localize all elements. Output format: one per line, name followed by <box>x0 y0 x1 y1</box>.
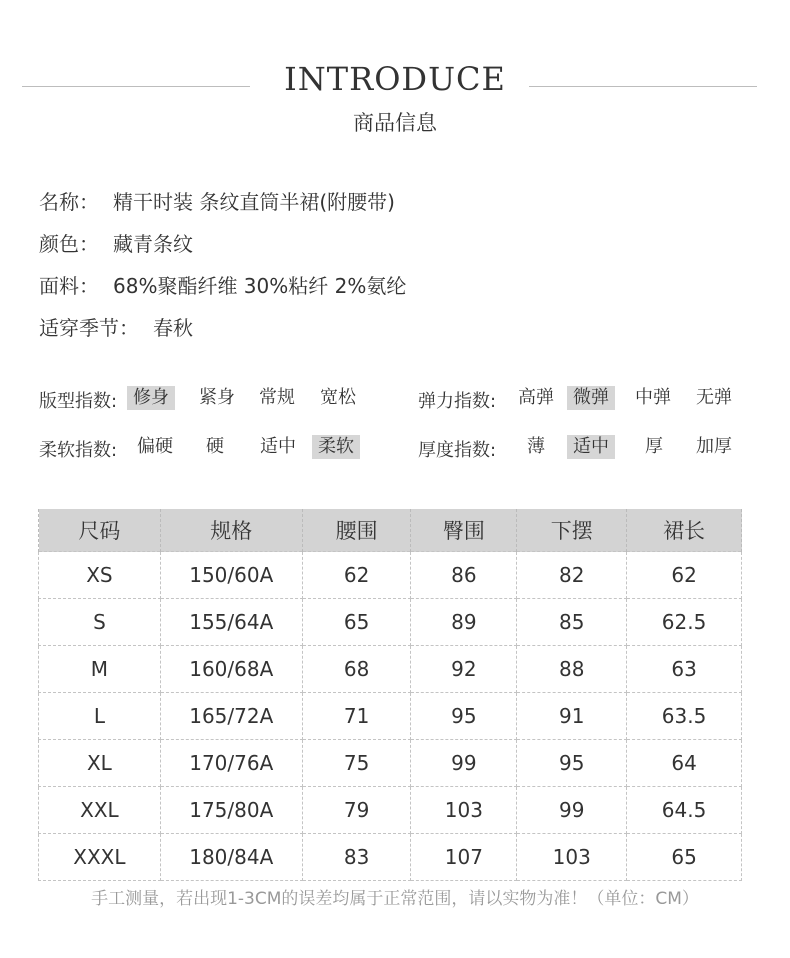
table-cell: 89 <box>411 599 517 646</box>
info-color <box>39 228 193 257</box>
elasticity-option: 中弹 <box>635 387 671 408</box>
table-cell: 82 <box>517 552 627 599</box>
table-cell: S <box>39 599 161 646</box>
fit-option-selected: 修身 <box>127 386 175 410</box>
info-value: 藏青条纹 <box>113 232 193 256</box>
table-cell: 64 <box>627 740 742 787</box>
table-row <box>39 599 742 646</box>
info-label: 颜色： <box>39 232 99 256</box>
info-value: 春秋 <box>153 316 193 340</box>
table-cell: 62 <box>302 552 411 599</box>
info-value: 68%聚酯纤维 30%粘纤 2%氨纶 <box>113 274 407 298</box>
softness-option: 硬 <box>206 436 224 457</box>
fit-index-label: 版型指数: <box>39 391 118 412</box>
table-cell: 71 <box>302 693 411 740</box>
table-row <box>39 552 742 599</box>
table-header-row <box>39 509 742 552</box>
elasticity-option-selected: 微弹 <box>567 386 615 410</box>
thickness-option: 厚 <box>645 436 663 457</box>
thickness-option: 加厚 <box>696 436 732 457</box>
thickness-index-label: 厚度指数: <box>418 440 497 461</box>
thickness-option-selected: 适中 <box>567 435 615 459</box>
table-cell: XS <box>39 552 161 599</box>
table-cell: 92 <box>411 646 517 693</box>
table-cell: 83 <box>302 834 411 881</box>
size-table <box>38 509 742 881</box>
table-cell: 99 <box>411 740 517 787</box>
fit-option: 宽松 <box>320 387 356 408</box>
table-cell: 180/84A <box>160 834 302 881</box>
table-cell: 107 <box>411 834 517 881</box>
table-cell: 88 <box>517 646 627 693</box>
info-name <box>39 186 395 215</box>
softness-option: 偏硬 <box>137 436 173 457</box>
info-value: 精干时装 条纹直筒半裙(附腰带) <box>113 190 395 214</box>
table-row <box>39 646 742 693</box>
table-cell: 75 <box>302 740 411 787</box>
column-header-size: 尺码 <box>39 509 161 552</box>
table-cell: 103 <box>517 834 627 881</box>
elasticity-option: 无弹 <box>696 387 732 408</box>
table-cell: 95 <box>411 693 517 740</box>
table-row <box>39 834 742 881</box>
info-fabric <box>39 270 406 299</box>
page-title: INTRODUCE <box>284 60 506 98</box>
info-season <box>39 312 193 341</box>
column-header-hip: 臀围 <box>411 509 517 552</box>
column-header-hem: 下摆 <box>517 509 627 552</box>
table-cell: 160/68A <box>160 646 302 693</box>
column-header-length: 裙长 <box>627 509 742 552</box>
column-header-spec: 规格 <box>160 509 302 552</box>
info-label: 适穿季节： <box>39 316 139 340</box>
table-cell: 65 <box>302 599 411 646</box>
table-cell: M <box>39 646 161 693</box>
table-cell: 103 <box>411 787 517 834</box>
table-cell: XXL <box>39 787 161 834</box>
table-cell: L <box>39 693 161 740</box>
measurement-note: 手工测量，若出现1-3CM的误差均属于正常范围，请以实物为准！（单位：CM） <box>91 889 699 909</box>
table-cell: 63 <box>627 646 742 693</box>
page-subtitle: 商品信息 <box>353 111 437 135</box>
table-cell: 62 <box>627 552 742 599</box>
table-cell: 91 <box>517 693 627 740</box>
table-cell: 175/80A <box>160 787 302 834</box>
table-cell: 65 <box>627 834 742 881</box>
table-cell: 62.5 <box>627 599 742 646</box>
table-row <box>39 787 742 834</box>
table-cell: 63.5 <box>627 693 742 740</box>
fit-option: 常规 <box>259 387 295 408</box>
info-label: 面料： <box>39 274 99 298</box>
table-cell: 99 <box>517 787 627 834</box>
table-cell: 155/64A <box>160 599 302 646</box>
table-cell: 68 <box>302 646 411 693</box>
softness-option-selected: 柔软 <box>312 435 360 459</box>
table-row <box>39 740 742 787</box>
softness-option: 适中 <box>260 436 296 457</box>
table-cell: XL <box>39 740 161 787</box>
table-cell: 170/76A <box>160 740 302 787</box>
column-header-waist: 腰围 <box>302 509 411 552</box>
info-label: 名称： <box>39 190 99 214</box>
softness-index-label: 柔软指数: <box>39 440 118 461</box>
table-cell: 79 <box>302 787 411 834</box>
table-cell: XXXL <box>39 834 161 881</box>
table-cell: 165/72A <box>160 693 302 740</box>
table-cell: 95 <box>517 740 627 787</box>
table-cell: 86 <box>411 552 517 599</box>
table-cell: 150/60A <box>160 552 302 599</box>
thickness-option: 薄 <box>527 436 545 457</box>
table-cell: 85 <box>517 599 627 646</box>
fit-option: 紧身 <box>199 387 235 408</box>
table-cell: 64.5 <box>627 787 742 834</box>
table-row <box>39 693 742 740</box>
elasticity-option: 高弹 <box>518 387 554 408</box>
elasticity-index-label: 弹力指数: <box>418 391 497 412</box>
